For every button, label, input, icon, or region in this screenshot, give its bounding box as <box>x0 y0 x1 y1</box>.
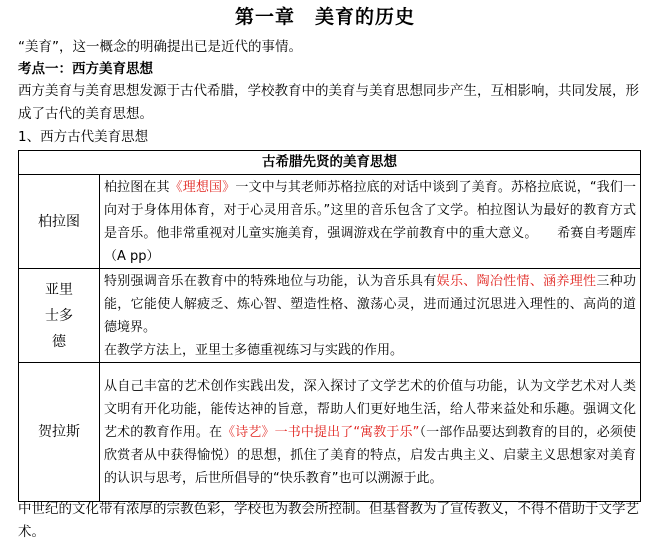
description-text: 特别强调音乐在教育中的特殊地位与功能，认为音乐具有 <box>104 273 437 289</box>
thinker-description <box>100 363 641 502</box>
thinker-name: 柏拉图 <box>19 175 100 269</box>
table-row <box>19 175 641 269</box>
intro-paragraph: 西方美育与美育思想发源于古代希腊，学校教育中的美育与美育思想同步产生，互相影响，共同发展，形成了古代的美育思想。 <box>18 83 639 122</box>
description-text: 柏拉图在其 <box>104 179 170 195</box>
highlight-text: 《诗艺》一书中提出了“寓教于乐” <box>222 424 420 440</box>
thinker-description <box>100 175 641 269</box>
thinkers-table <box>18 150 641 502</box>
table-header: 古希腊先贤的美育思想 <box>19 151 641 175</box>
chapter-title: 第一章 美育的历史 <box>234 6 415 28</box>
highlight-text: 娱乐、陶冶性情、涵养理性 <box>436 273 597 289</box>
footer-paragraph: 中世纪的文化带有浓厚的宗教色彩，学校也为教会所控制。但基督教为了宣传教义，不得不借助于文学艺术。 <box>18 501 639 540</box>
thinker-name: 贺拉斯 <box>19 363 100 502</box>
thinker-name <box>19 269 100 363</box>
table-row <box>19 269 641 363</box>
description-text: 三种功能，它能使人解疲乏、炼心智、塑造性格、激荡心灵，进而通过沉思进入理性的、高尚的道德境界。 <box>104 273 636 335</box>
description-text: 从自己丰富的艺术创作实践出发，深入探讨了文学艺术的价值与功能，认为文学艺术对人类文明有开化功能，能传达神的旨意，帮助人们更好地生活，给人带来益处和乐趣。强调文化艺术的教育作用。在 <box>104 378 636 440</box>
intro-line: “美育”，这一概念的明确提出已是近代的事情。 <box>18 39 302 55</box>
sub-heading: 1、西方古代美育思想 <box>18 129 149 145</box>
description-text: （一部作品要达到教育的目的，必须使欣赏者从中获得愉悦）的思想，抓住了美育的特点，启发古典主义、启蒙主义思想家对美育的认识与思考，后世所倡导的“快乐教育”也可以溯源于此。 <box>104 424 636 486</box>
description-text: 在教学方法上，亚里士多德重视练习与实践的作用。 <box>104 342 404 358</box>
point-heading: 考点一：西方美育思想 <box>18 61 153 77</box>
thinker-description <box>100 269 641 363</box>
thinker-name-text: 亚里士多德 <box>45 281 73 350</box>
table-row <box>19 363 641 502</box>
table-header-row <box>19 151 641 175</box>
description-text: 一文中与其老师苏格拉底的对话中谈到了美育。苏格拉底说，“我们一向对于身体用体育，对于心灵用音乐。”这里的音乐包含了文学。柏拉图认为最好的教育方式是音乐。他非常重视对儿童实施美育，强调游戏在学前教育中的重大意义。 希赛自考题库（A pp） <box>104 179 636 264</box>
highlight-text: 《理想国》 <box>169 179 236 195</box>
